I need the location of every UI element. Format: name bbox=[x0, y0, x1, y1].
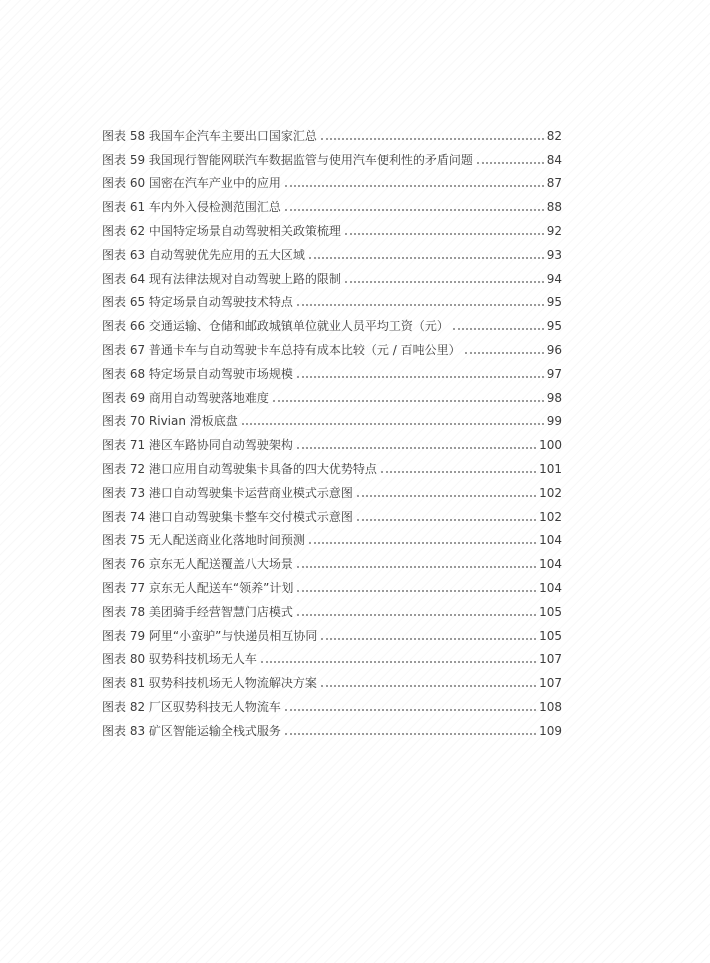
toc-entry-title: 图表 65 特定场景自动驾驶技术特点 bbox=[102, 295, 293, 310]
dot-leader bbox=[381, 471, 536, 473]
toc-entry[interactable] bbox=[102, 453, 562, 477]
toc-entry-page-number: 107 bbox=[539, 652, 562, 667]
toc-entry-title: 图表 77 京东无人配送车“领养”计划 bbox=[102, 580, 294, 595]
toc-entry[interactable] bbox=[102, 715, 562, 739]
table-of-figures bbox=[102, 120, 562, 739]
toc-entry[interactable] bbox=[102, 406, 562, 430]
toc-entry-title: 图表 80 驭势科技机场无人车 bbox=[102, 652, 257, 667]
toc-entry-title: 图表 81 驭势科技机场无人物流解决方案 bbox=[102, 676, 317, 691]
toc-entry[interactable] bbox=[102, 620, 562, 644]
toc-entry-title: 图表 61 车内外入侵检测范围汇总 bbox=[102, 200, 281, 215]
toc-entry-page-number: 87 bbox=[546, 176, 562, 191]
toc-entry-title: 图表 67 普通卡车与自动驾驶卡车总持有成本比较（元 / 百吨公里） bbox=[102, 342, 461, 357]
toc-entry-title: 图表 64 现有法律法规对自动驾驶上路的限制 bbox=[102, 271, 341, 286]
dot-leader bbox=[453, 328, 544, 330]
toc-entry[interactable] bbox=[102, 382, 562, 406]
toc-entry[interactable] bbox=[102, 548, 562, 572]
dot-leader bbox=[357, 519, 536, 521]
toc-entry-title: 图表 66 交通运输、仓储和邮政城镇单位就业人员平均工资（元） bbox=[102, 319, 449, 334]
toc-entry-title: 图表 78 美团骑手经营智慧门店模式 bbox=[102, 604, 293, 619]
toc-entry-page-number: 88 bbox=[546, 200, 562, 215]
toc-entry[interactable] bbox=[102, 358, 562, 382]
toc-entry-page-number: 107 bbox=[539, 676, 562, 691]
toc-entry[interactable] bbox=[102, 572, 562, 596]
dot-leader bbox=[297, 566, 536, 568]
toc-entry-title: 图表 73 港口自动驾驶集卡运营商业模式示意图 bbox=[102, 485, 353, 500]
toc-entry-page-number: 82 bbox=[546, 128, 562, 143]
dot-leader bbox=[309, 257, 544, 259]
dot-leader bbox=[285, 733, 536, 735]
toc-entry-page-number: 96 bbox=[546, 342, 562, 357]
toc-entry-page-number: 94 bbox=[546, 271, 562, 286]
toc-entry-page-number: 105 bbox=[539, 604, 562, 619]
toc-entry[interactable] bbox=[102, 191, 562, 215]
dot-leader bbox=[261, 661, 536, 663]
toc-entry[interactable] bbox=[102, 429, 562, 453]
toc-entry[interactable] bbox=[102, 644, 562, 668]
toc-entry-title: 图表 72 港口应用自动驾驶集卡具备的四大优势特点 bbox=[102, 461, 377, 476]
toc-entry[interactable] bbox=[102, 525, 562, 549]
dot-leader bbox=[321, 685, 536, 687]
toc-entry-page-number: 92 bbox=[546, 223, 562, 238]
toc-entry-title: 图表 68 特定场景自动驾驶市场规模 bbox=[102, 366, 293, 381]
toc-entry-title: 图表 74 港口自动驾驶集卡整车交付模式示意图 bbox=[102, 509, 353, 524]
toc-entry-title: 图表 62 中国特定场景自动驾驶相关政策梳理 bbox=[102, 223, 341, 238]
toc-entry-title: 图表 76 京东无人配送覆盖八大场景 bbox=[102, 557, 293, 572]
toc-entry-title: 图表 63 自动驾驶优先应用的五大区域 bbox=[102, 247, 305, 262]
toc-entry-title: 图表 75 无人配送商业化落地时间预测 bbox=[102, 533, 305, 548]
toc-entry[interactable] bbox=[102, 287, 562, 311]
toc-entry-page-number: 105 bbox=[539, 628, 562, 643]
toc-entry-title: 图表 69 商用自动驾驶落地难度 bbox=[102, 390, 269, 405]
toc-entry-title: 图表 58 我国车企汽车主要出口国家汇总 bbox=[102, 128, 317, 143]
dot-leader bbox=[297, 304, 544, 306]
toc-entry[interactable] bbox=[102, 215, 562, 239]
toc-entry-page-number: 98 bbox=[546, 390, 562, 405]
dot-leader bbox=[477, 162, 544, 164]
toc-entry-page-number: 93 bbox=[546, 247, 562, 262]
toc-entry[interactable] bbox=[102, 334, 562, 358]
dot-leader bbox=[321, 138, 544, 140]
toc-entry[interactable] bbox=[102, 120, 562, 144]
toc-entry[interactable] bbox=[102, 667, 562, 691]
toc-entry-title: 图表 71 港区车路协同自动驾驶架构 bbox=[102, 438, 293, 453]
dot-leader bbox=[297, 590, 536, 592]
dot-leader bbox=[465, 352, 544, 354]
toc-entry-page-number: 100 bbox=[539, 438, 562, 453]
dot-leader bbox=[273, 400, 544, 402]
dot-leader bbox=[242, 423, 544, 425]
toc-entry-title: 图表 59 我国现行智能网联汽车数据监管与使用汽车便利性的矛盾问题 bbox=[102, 152, 473, 167]
toc-entry-page-number: 104 bbox=[539, 580, 562, 595]
dot-leader bbox=[309, 542, 536, 544]
dot-leader bbox=[297, 376, 544, 378]
toc-entry[interactable] bbox=[102, 310, 562, 334]
toc-entry-title: 图表 83 矿区智能运输全栈式服务 bbox=[102, 723, 281, 738]
toc-entry[interactable] bbox=[102, 477, 562, 501]
dot-leader bbox=[285, 185, 544, 187]
toc-entry-page-number: 102 bbox=[539, 509, 562, 524]
dot-leader bbox=[297, 447, 536, 449]
toc-entry-page-number: 95 bbox=[546, 295, 562, 310]
toc-entry-page-number: 104 bbox=[539, 533, 562, 548]
toc-entry-page-number: 99 bbox=[546, 414, 562, 429]
toc-entry[interactable] bbox=[102, 501, 562, 525]
dot-leader bbox=[357, 495, 536, 497]
toc-entry-title: 图表 60 国密在汽车产业中的应用 bbox=[102, 176, 281, 191]
toc-entry-page-number: 97 bbox=[546, 366, 562, 381]
toc-entry-title: 图表 79 阿里“小蛮驴”与快递员相互协同 bbox=[102, 628, 318, 643]
dot-leader bbox=[321, 638, 536, 640]
toc-entry-title: 图表 82 厂区驭势科技无人物流车 bbox=[102, 699, 281, 714]
dot-leader bbox=[285, 709, 536, 711]
toc-entry-page-number: 84 bbox=[546, 152, 562, 167]
toc-entry-page-number: 109 bbox=[539, 723, 562, 738]
toc-entry[interactable] bbox=[102, 263, 562, 287]
toc-entry-page-number: 95 bbox=[546, 319, 562, 334]
toc-entry-title: 图表 70 Rivian 滑板底盘 bbox=[102, 414, 238, 429]
toc-entry-page-number: 104 bbox=[539, 557, 562, 572]
toc-entry[interactable] bbox=[102, 596, 562, 620]
dot-leader bbox=[285, 209, 544, 211]
toc-entry[interactable] bbox=[102, 239, 562, 263]
dot-leader bbox=[297, 614, 536, 616]
toc-entry-page-number: 102 bbox=[539, 485, 562, 500]
toc-entry[interactable] bbox=[102, 144, 562, 168]
toc-entry-page-number: 101 bbox=[539, 461, 562, 476]
toc-entry[interactable] bbox=[102, 168, 562, 192]
toc-entry[interactable] bbox=[102, 691, 562, 715]
dot-leader bbox=[345, 233, 544, 235]
dot-leader bbox=[345, 281, 544, 283]
toc-entry-page-number: 108 bbox=[539, 699, 562, 714]
